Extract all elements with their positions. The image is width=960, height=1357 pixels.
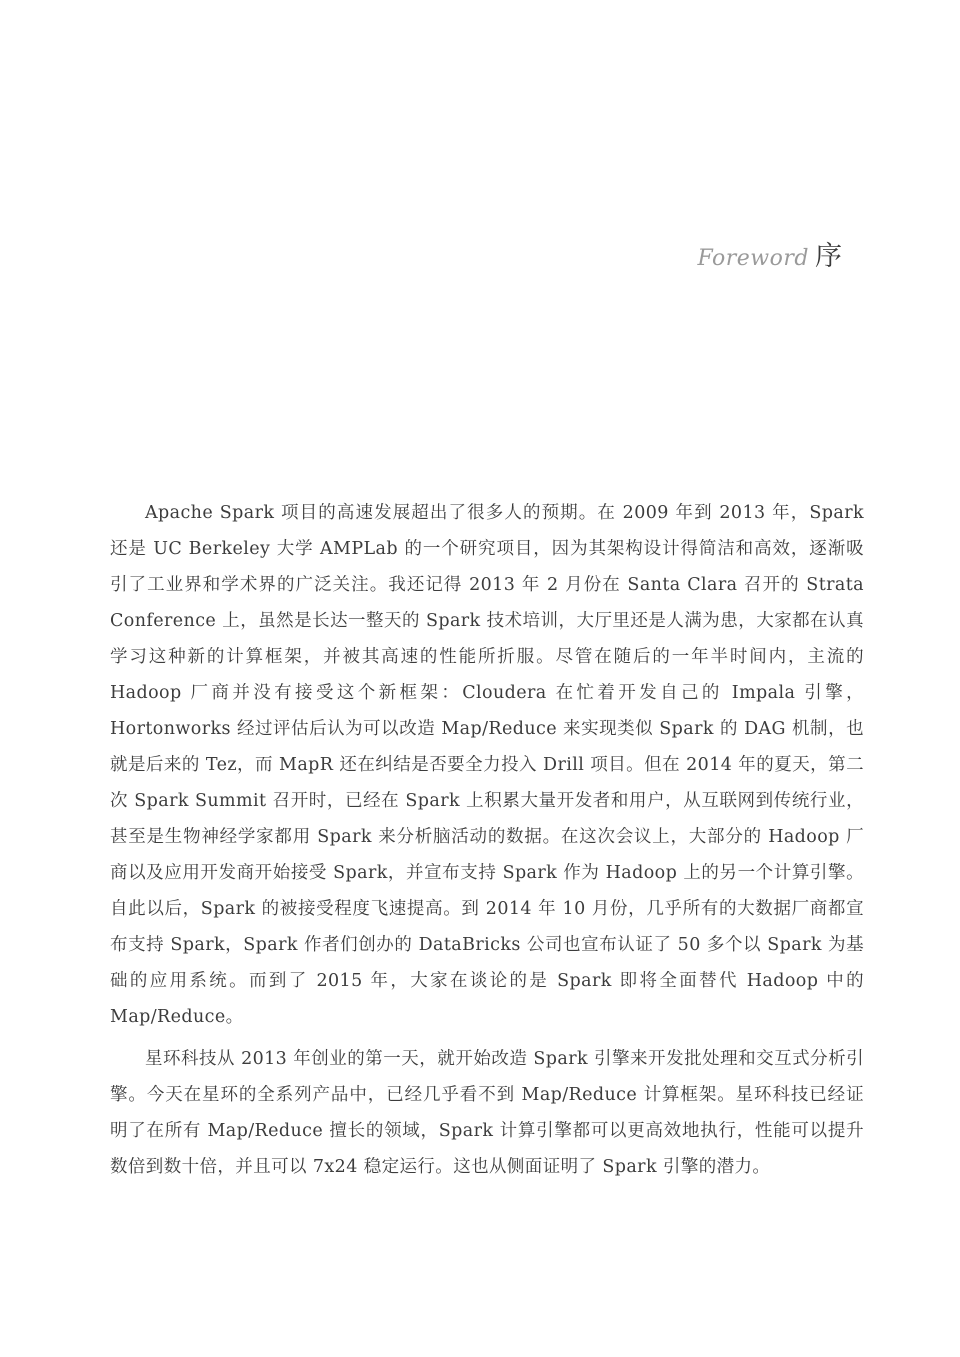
foreword-body (110, 495, 864, 1191)
header-script-title: Foreword (697, 246, 809, 271)
chapter-header (697, 234, 842, 273)
header-cn-title: 序 (815, 241, 842, 272)
paragraph-1: Apache Spark 项目的高速发展超出了很多人的预期。在 2009 年到 2013 年，Spark 还是 UC Berkeley 大学 AMPLab 的一个研究项目，因为其架构设计得简洁和高效，逐渐吸引了工业界和学术界的广泛关注。我还记得 2013 年 2 月份在 Santa Clara 召开的 Strata Conference 上，虽然是长达一整天的 Spark 技术培训，大厅里还是人满为患，大家都在认真学习这种新的计算框架，并被其高速的性能所折服。尽管在随后的一年半时间内，主流的 Hadoop 厂商并没有接受这个新框架：Cloudera 在忙着开发自己的 Impala 引擎，Hortonworks 经过评估后认为可以改造 Map/Reduce 来实现类似 Spark 的 DAG 机制，也就是后来的 Tez，而 MapR 还在纠结是否要全力投入 Drill 项目。但在 2014 年的夏天，第二次 Spark Summit 召开时，已经在 Spark 上积累大量开发者和用户，从互联网到传统行业，甚至是生物神经学家都用 Spark 来分析脑活动的数据。在这次会议上，大部分的 Hadoop 厂商以及应用开发商开始接受 Spark，并宣布支持 Spark 作为 Hadoop 上的另一个计算引擎。自此以后，Spark 的被接受程度飞速提高。到 2014 年 10 月份，几乎所有的大数据厂商都宣布支持 Spark，Spark 作者们创办的 DataBricks 公司也宣布认证了 50 多个以 Spark 为基础的应用系统。而到了 2015 年，大家在谈论的是 Spark 即将全面替代 Hadoop 中的 Map/Reduce。 (110, 503, 864, 1027)
paragraph-2: 星环科技从 2013 年创业的第一天，就开始改造 Spark 引擎来开发批处理和交互式分析引擎。今天在星环的全系列产品中，已经几乎看不到 Map/Reduce 计算框架。星环科技已经证明了在所有 Map/Reduce 擅长的领域，Spark 计算引擎都可以更高效地执行，性能可以提升数倍到数十倍，并且可以 7x24 稳定运行。这也从侧面证明了 Spark 引擎的潜力。 (110, 1049, 864, 1177)
